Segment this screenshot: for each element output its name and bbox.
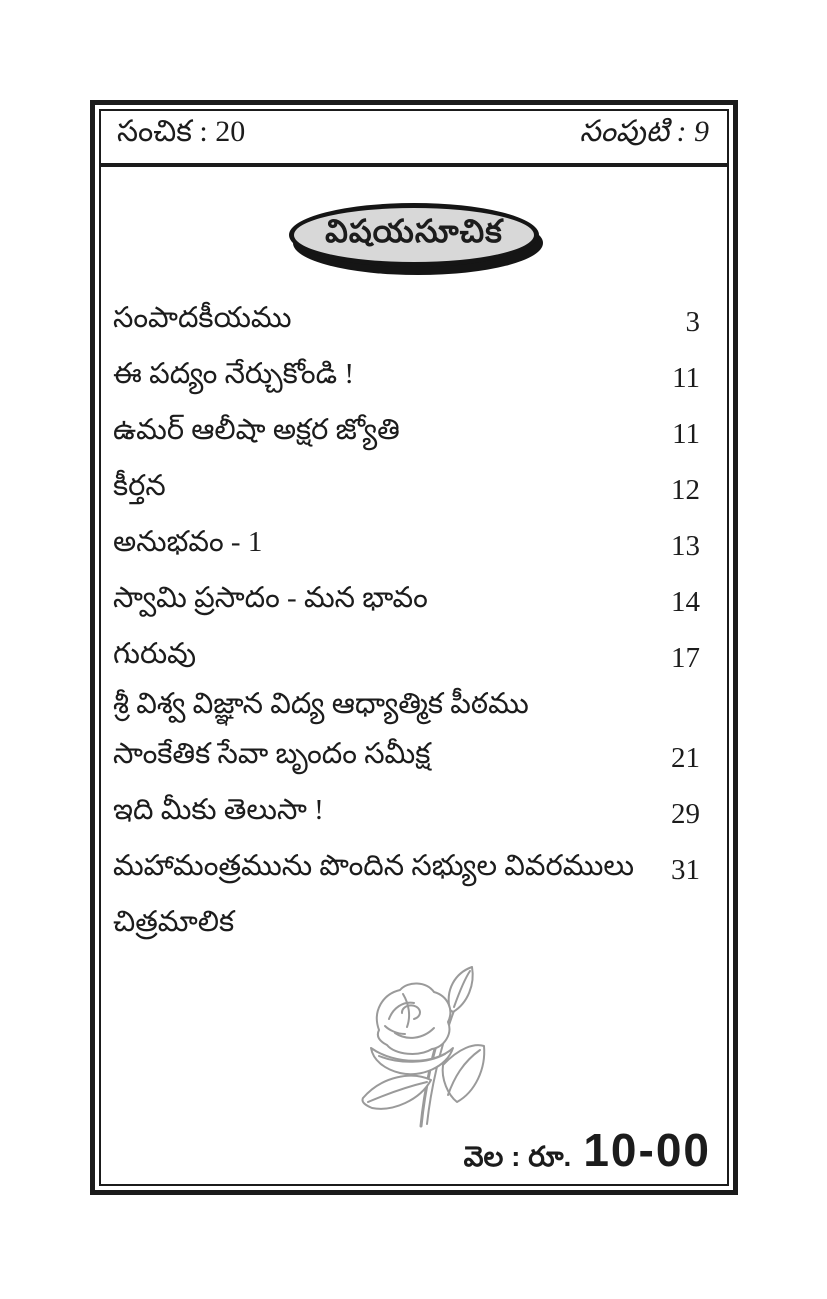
toc-row [113,898,700,954]
toc-row [113,786,700,842]
toc-entry-page: 21 [671,741,700,774]
toc-row [113,686,700,730]
toc-row [113,574,700,630]
page-border-inner [99,109,729,1186]
toc-row [113,630,700,686]
toc-entry-page: 14 [671,585,700,618]
page-title: విషయసూచిక [325,212,503,249]
toc-row [113,406,700,462]
masthead [101,111,727,167]
toc-entry-title: సంపాదకీయము [113,302,292,334]
toc-row [113,518,700,574]
toc-entry-title: స్వామి ప్రసాదం - మన భావం [113,582,428,614]
toc-entry-title: కీర్తన [113,470,166,502]
toc-entry-title: సాంకేతిక సేవా బృందం సమీక్ష [113,738,431,770]
toc-entry-title: గురువు [113,638,197,670]
toc-entry-title: ఇది మీకు తెలుసా ! [113,794,324,826]
toc-entry-title: మహామంత్రమును పొందిన సభ్యుల వివరములు [113,850,635,882]
toc-row [113,730,700,786]
toc-row [113,350,700,406]
toc-entry-title: అనుభవం - 1 [113,526,263,558]
toc-entry-page: 17 [671,641,700,674]
issue-number: సంచిక : 20 [117,114,246,148]
price-label: వెల : రూ. [463,1141,572,1172]
toc-row [113,294,700,350]
contents-title-badge [289,203,539,267]
toc-entry-page: 11 [672,417,700,450]
toc-entry-page: 11 [672,361,700,394]
toc-entry-title: చిత్రమాలిక [113,906,235,938]
page-border-outer [90,100,738,1195]
toc-entry-page: 12 [671,473,700,506]
price-amount: 10-00 [583,1124,711,1176]
toc-entry-page: 31 [671,853,700,886]
toc-row [113,842,700,898]
toc-entry-title: శ్రీ విశ్వ విజ్ఞాన విద్య ఆధ్యాత్మిక పీఠము [113,688,529,720]
toc-entry-title: ఉమర్ ఆలీషా అక్షర జ్యోతి [113,414,400,446]
rose-illustration [355,964,495,1134]
price-line [464,1123,711,1180]
table-of-contents [113,294,700,954]
rose-left-leaf [362,1076,431,1109]
toc-entry-title: ఈ పద్యం నేర్చుకోండి ! [113,358,354,390]
volume-number: సంపుటి : 9 [579,114,709,148]
toc-row [113,462,700,518]
toc-entry-page: 13 [671,529,700,562]
toc-entry-page: 29 [671,797,700,830]
toc-entry-page: 3 [685,305,700,338]
